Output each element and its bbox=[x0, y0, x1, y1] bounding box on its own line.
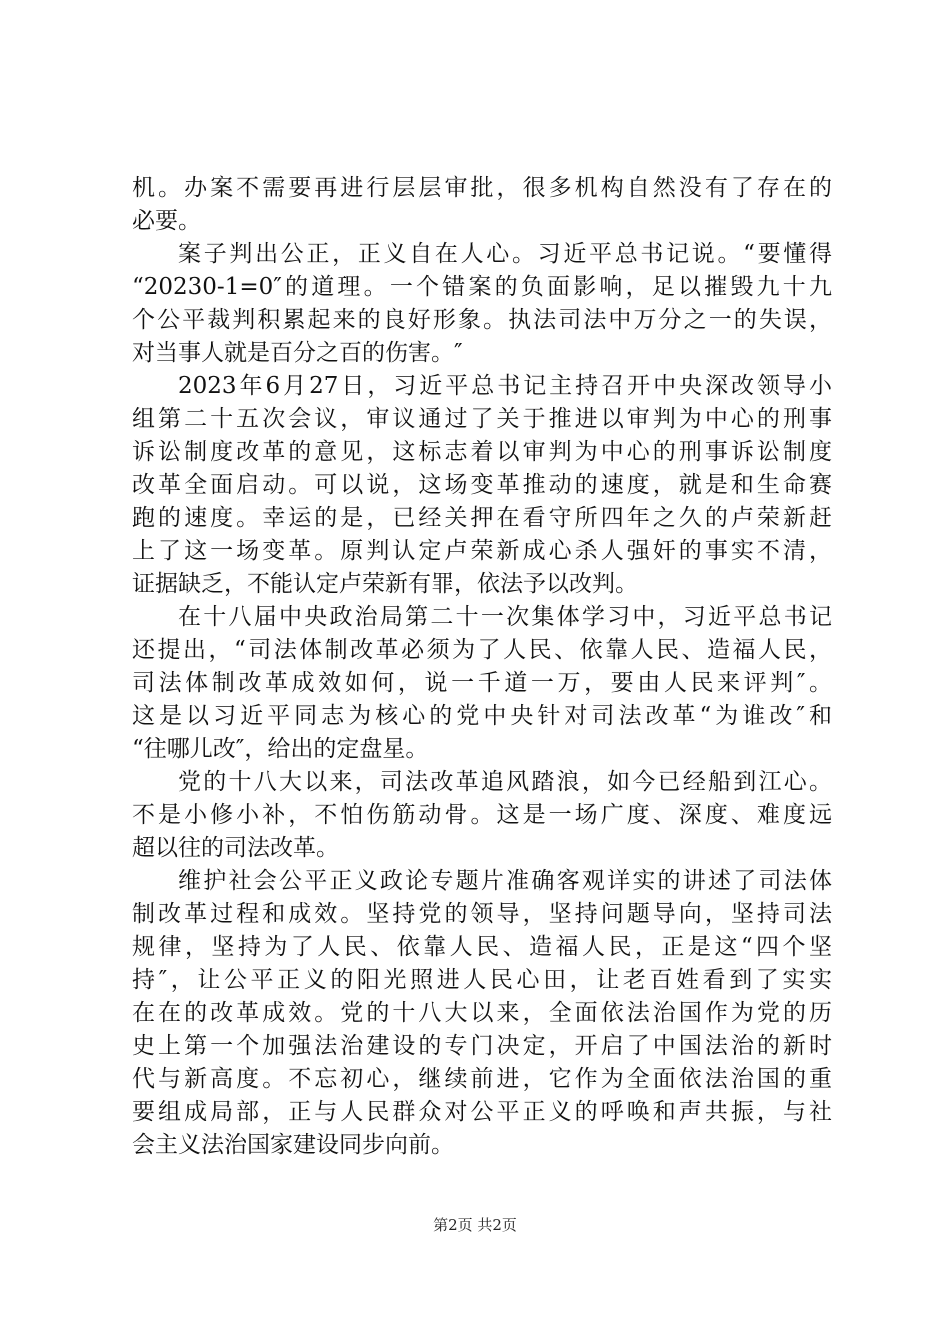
text-line: 持″，让公平正义的阳光照进人民心田，让老百姓看到了实实 bbox=[132, 967, 832, 993]
text-line: 必要。 bbox=[132, 208, 201, 234]
text-line: 司法体制改革成效如何，说一千道一万，要由人民来评判″。 bbox=[132, 670, 832, 696]
text-line: 跑的速度。幸运的是，已经关押在看守所四年之久的卢荣新赶 bbox=[132, 505, 832, 531]
text-line: 诉讼制度改革的意见，这标志着以审判为中心的刑事诉讼制度 bbox=[132, 439, 832, 465]
text-line: 制改革过程和成效。坚持党的领导，坚持问题导向，坚持司法 bbox=[132, 901, 832, 927]
text-line: 改革全面启动。可以说，这场变革推动的速度，就是和生命赛 bbox=[132, 472, 832, 498]
text-line: 会主义法治国家建设同步向前。 bbox=[132, 1132, 454, 1158]
body-text bbox=[132, 172, 832, 1162]
text-line: 证据缺乏，不能认定卢荣新有罪，依法予以改判。 bbox=[132, 571, 638, 597]
text-line: 对当事人就是百分之百的伤害。″ bbox=[132, 340, 463, 366]
text-line: “20230-1=0″的道理。一个错案的负面影响，足以摧毁九十九 bbox=[132, 274, 832, 300]
text-line: 规律，坚持为了人民、依靠人民、造福人民，正是这“四个坚 bbox=[132, 934, 832, 960]
text-line: 案子判出公正，正义自在人心。习近平总书记说。“要懂得 bbox=[178, 241, 832, 267]
page-number: 第2页 共2页 bbox=[433, 1216, 517, 1234]
text-line: 维护社会公平正义政论专题片准确客观详实的讲述了司法体 bbox=[178, 868, 832, 894]
text-line: 代与新高度。不忘初心，继续前进，它作为全面依法治国的重 bbox=[132, 1066, 832, 1092]
text-line: 组第二十五次会议，审议通过了关于推进以审判为中心的刑事 bbox=[132, 406, 832, 432]
text-line: 机。办案不需要再进行层层审批，很多机构自然没有了存在的 bbox=[132, 175, 832, 201]
text-line: 2023年6月27日，习近平总书记主持召开中央深改领导小 bbox=[178, 373, 832, 399]
text-line: “往哪儿改″，给出的定盘星。 bbox=[132, 736, 429, 762]
page-footer bbox=[0, 1214, 950, 1236]
text-line: 在在的改革成效。党的十八大以来，全面依法治国作为党的历 bbox=[132, 1000, 832, 1026]
text-line: 还提出，“司法体制改革必须为了人民、依靠人民、造福人民， bbox=[132, 637, 832, 663]
text-line: 史上第一个加强法治建设的专门决定，开启了中国法治的新时 bbox=[132, 1033, 832, 1059]
text-line: 不是小修小补，不怕伤筋动骨。这是一场广度、深度、难度远 bbox=[132, 802, 832, 828]
text-line: 在十八届中央政治局第二十一次集体学习中，习近平总书记 bbox=[178, 604, 832, 630]
text-line: 上了这一场变革。原判认定卢荣新成心杀人强奸的事实不清， bbox=[132, 538, 832, 564]
text-line: 这是以习近平同志为核心的党中央针对司法改革“为谁改″和 bbox=[132, 703, 832, 729]
text-line: 党的十八大以来，司法改革追风踏浪，如今已经船到江心。 bbox=[178, 769, 832, 795]
text-line: 超以往的司法改革。 bbox=[132, 835, 339, 861]
text-line: 要组成局部，正与人民群众对公平正义的呼唤和声共振，与社 bbox=[132, 1099, 832, 1125]
text-line: 个公平裁判积累起来的良好形象。执法司法中万分之一的失误， bbox=[132, 307, 832, 333]
